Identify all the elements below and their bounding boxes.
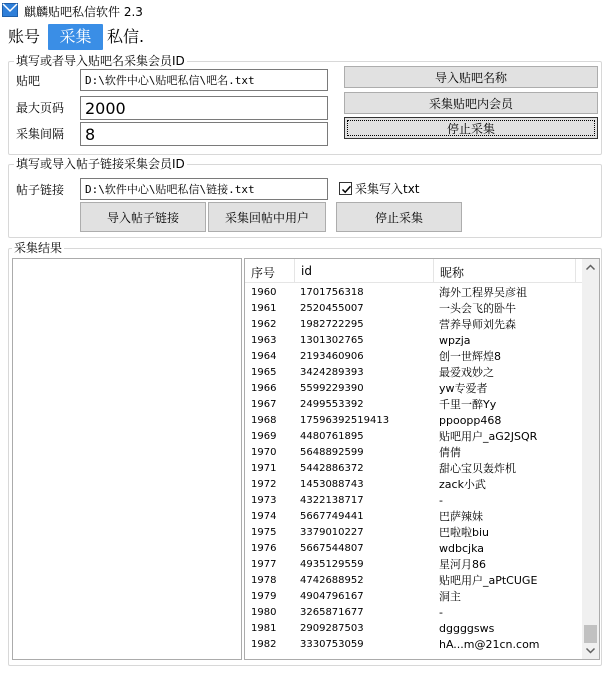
table-row[interactable] bbox=[245, 461, 583, 477]
table-row[interactable] bbox=[245, 413, 583, 429]
app-logo-icon bbox=[2, 3, 18, 17]
column-divider bbox=[575, 259, 576, 283]
cell-id: 3379010227 bbox=[300, 527, 364, 538]
table-row[interactable] bbox=[245, 541, 583, 557]
cell-id: 4480761895 bbox=[300, 431, 364, 442]
cell-nickname: 贴吧用户_aPtCUGE bbox=[439, 574, 538, 587]
cell-nickname: 巴啦啦biu bbox=[439, 526, 490, 539]
cell-nickname: 千里一醉Yy bbox=[439, 398, 497, 411]
cell-seq: 1961 bbox=[251, 303, 277, 314]
import-post-links-button[interactable]: 导入帖子链接 bbox=[80, 202, 206, 232]
cell-nickname: 海外工程界吴彦祖 bbox=[439, 286, 527, 299]
cell-nickname: zack小武 bbox=[439, 478, 486, 491]
cell-seq: 1969 bbox=[251, 431, 277, 442]
cell-nickname: 倩倩 bbox=[439, 446, 461, 459]
cell-id: 2499553392 bbox=[300, 399, 364, 410]
cell-seq: 1968 bbox=[251, 415, 277, 426]
cell-nickname: hA...m@21cn.com bbox=[439, 638, 540, 651]
cell-id: 2193460906 bbox=[300, 351, 364, 362]
cell-seq: 1977 bbox=[251, 559, 277, 570]
collect-tieba-members-button[interactable]: 采集贴吧内会员 bbox=[344, 92, 598, 114]
cell-id: 1701756318 bbox=[300, 287, 364, 298]
cell-seq: 1974 bbox=[251, 511, 277, 522]
table-row[interactable] bbox=[245, 573, 583, 589]
cell-nickname: dggggsws bbox=[439, 622, 495, 635]
cell-seq: 1975 bbox=[251, 527, 277, 538]
interval-label: 采集间隔 bbox=[16, 127, 65, 141]
cell-nickname: wpzja bbox=[439, 334, 471, 347]
cell-seq: 1970 bbox=[251, 447, 277, 458]
cell-id: 4742688952 bbox=[300, 575, 364, 586]
column-divider bbox=[433, 259, 434, 283]
cell-seq: 1981 bbox=[251, 623, 277, 634]
cell-seq: 1964 bbox=[251, 351, 277, 362]
cell-id: 2520455007 bbox=[300, 303, 364, 314]
cell-seq: 1971 bbox=[251, 463, 277, 474]
tieba-collect-group-title: 填写或者导入贴吧名采集会员ID bbox=[16, 54, 185, 68]
cell-seq: 1967 bbox=[251, 399, 277, 410]
cell-nickname: 巴萨辣妹 bbox=[439, 510, 483, 523]
table-row[interactable] bbox=[245, 557, 583, 573]
cell-id: 5667749441 bbox=[300, 511, 364, 522]
write-txt-checkbox[interactable] bbox=[339, 182, 352, 195]
cell-nickname: 创一世辉煌8 bbox=[439, 350, 501, 363]
table-rows bbox=[245, 285, 583, 653]
menu-collect[interactable]: 采集 bbox=[48, 24, 103, 50]
table-row[interactable] bbox=[245, 317, 583, 333]
table-row[interactable] bbox=[245, 477, 583, 493]
column-divider bbox=[294, 259, 295, 283]
write-txt-label[interactable]: 采集写入txt bbox=[355, 182, 420, 196]
table-row[interactable] bbox=[245, 301, 583, 317]
window-title: 麒麟贴吧私信软件 2.3 bbox=[24, 5, 143, 19]
table-row[interactable] bbox=[245, 509, 583, 525]
cell-nickname: 洞主 bbox=[439, 590, 461, 603]
cell-seq: 1979 bbox=[251, 591, 277, 602]
cell-seq: 1960 bbox=[251, 287, 277, 298]
cell-id: 3424289393 bbox=[300, 367, 364, 378]
cell-nickname: 甜心宝贝轰炸机 bbox=[439, 462, 516, 475]
post-link-input[interactable] bbox=[80, 178, 328, 200]
column-header-nickname[interactable]: 昵称 bbox=[440, 266, 465, 280]
cell-nickname: 贴吧用户_aG2JSQR bbox=[439, 430, 538, 443]
table-row[interactable] bbox=[245, 285, 583, 301]
table-row[interactable] bbox=[245, 605, 583, 621]
post-link-label: 帖子链接 bbox=[16, 183, 65, 197]
cell-seq: 1978 bbox=[251, 575, 277, 586]
table-header bbox=[245, 259, 583, 283]
cell-id: 4904796167 bbox=[300, 591, 364, 602]
table-row[interactable] bbox=[245, 349, 583, 365]
cell-nickname: ppoopp468 bbox=[439, 414, 502, 427]
cell-seq: 1973 bbox=[251, 495, 277, 506]
scrollbar-thumb[interactable] bbox=[584, 625, 597, 643]
cell-id: 1982722295 bbox=[300, 319, 364, 330]
import-tieba-button[interactable]: 导入贴吧名称 bbox=[344, 66, 598, 88]
post-collect-group-title: 填写或导入帖子链接采集会员ID bbox=[16, 157, 185, 171]
table-scrollbar[interactable] bbox=[582, 259, 599, 659]
column-header-id[interactable]: id bbox=[301, 264, 312, 278]
max-pages-label: 最大页码 bbox=[16, 101, 65, 115]
cell-id: 17596392519413 bbox=[300, 415, 390, 426]
menu-account[interactable]: 账号 bbox=[8, 27, 41, 46]
cell-id: 3265871677 bbox=[300, 607, 364, 618]
table-row[interactable] bbox=[245, 589, 583, 605]
cell-seq: 1965 bbox=[251, 367, 277, 378]
max-pages-input[interactable] bbox=[80, 96, 328, 120]
cell-seq: 1976 bbox=[251, 543, 277, 554]
chevron-down-icon[interactable] bbox=[582, 642, 599, 659]
cell-id: 4935129559 bbox=[300, 559, 364, 570]
menu-message[interactable]: 私信. bbox=[107, 27, 145, 46]
cell-seq: 1963 bbox=[251, 335, 277, 346]
cell-id: 1453088743 bbox=[300, 479, 364, 490]
table-row[interactable] bbox=[245, 333, 583, 349]
results-left-list[interactable] bbox=[12, 258, 242, 660]
results-table[interactable] bbox=[244, 258, 600, 660]
collect-reply-users-button[interactable]: 采集回帖中用户 bbox=[208, 202, 326, 232]
cell-nickname: - bbox=[439, 606, 443, 619]
cell-seq: 1966 bbox=[251, 383, 277, 394]
cell-seq: 1972 bbox=[251, 479, 277, 490]
table-row[interactable] bbox=[245, 365, 583, 381]
table-row[interactable] bbox=[245, 397, 583, 413]
cell-nickname: yw专爱者 bbox=[439, 382, 488, 395]
table-row[interactable] bbox=[245, 525, 583, 541]
cell-nickname: 一头会飞的卧牛 bbox=[439, 302, 516, 315]
cell-id: 5648892599 bbox=[300, 447, 364, 458]
table-row[interactable] bbox=[245, 429, 583, 445]
cell-nickname: 最爱戏妙之 bbox=[439, 366, 494, 379]
table-row[interactable] bbox=[245, 381, 583, 397]
cell-id: 1301302765 bbox=[300, 335, 364, 346]
cell-id: 3330753059 bbox=[300, 639, 364, 650]
interval-input[interactable] bbox=[80, 122, 328, 146]
table-row[interactable] bbox=[245, 637, 583, 653]
table-row[interactable] bbox=[245, 445, 583, 461]
cell-nickname: - bbox=[439, 494, 443, 507]
cell-id: 5599229390 bbox=[300, 383, 364, 394]
cell-nickname: 星河月86 bbox=[439, 558, 486, 571]
cell-id: 5667544807 bbox=[300, 543, 364, 554]
title-bar bbox=[0, 0, 603, 22]
tieba-label: 贴吧 bbox=[16, 74, 41, 88]
cell-seq: 1982 bbox=[251, 639, 277, 650]
cell-id: 5442886372 bbox=[300, 463, 364, 474]
cell-nickname: wdbcjka bbox=[439, 542, 484, 555]
column-header-seq[interactable]: 序号 bbox=[251, 266, 276, 280]
tieba-file-input[interactable] bbox=[80, 69, 328, 91]
table-row[interactable] bbox=[245, 493, 583, 509]
cell-seq: 1980 bbox=[251, 607, 277, 618]
results-group-title: 采集结果 bbox=[14, 241, 63, 255]
cell-id: 2909287503 bbox=[300, 623, 364, 634]
stop-collect-button[interactable]: 停止采集 bbox=[344, 117, 598, 139]
cell-nickname: 营养导师刘先森 bbox=[439, 318, 516, 331]
cell-seq: 1962 bbox=[251, 319, 277, 330]
chevron-up-icon[interactable] bbox=[582, 259, 599, 276]
cell-id: 4322138717 bbox=[300, 495, 364, 506]
stop-post-collect-button[interactable]: 停止采集 bbox=[336, 202, 462, 232]
table-row[interactable] bbox=[245, 621, 583, 637]
check-icon bbox=[341, 184, 352, 195]
